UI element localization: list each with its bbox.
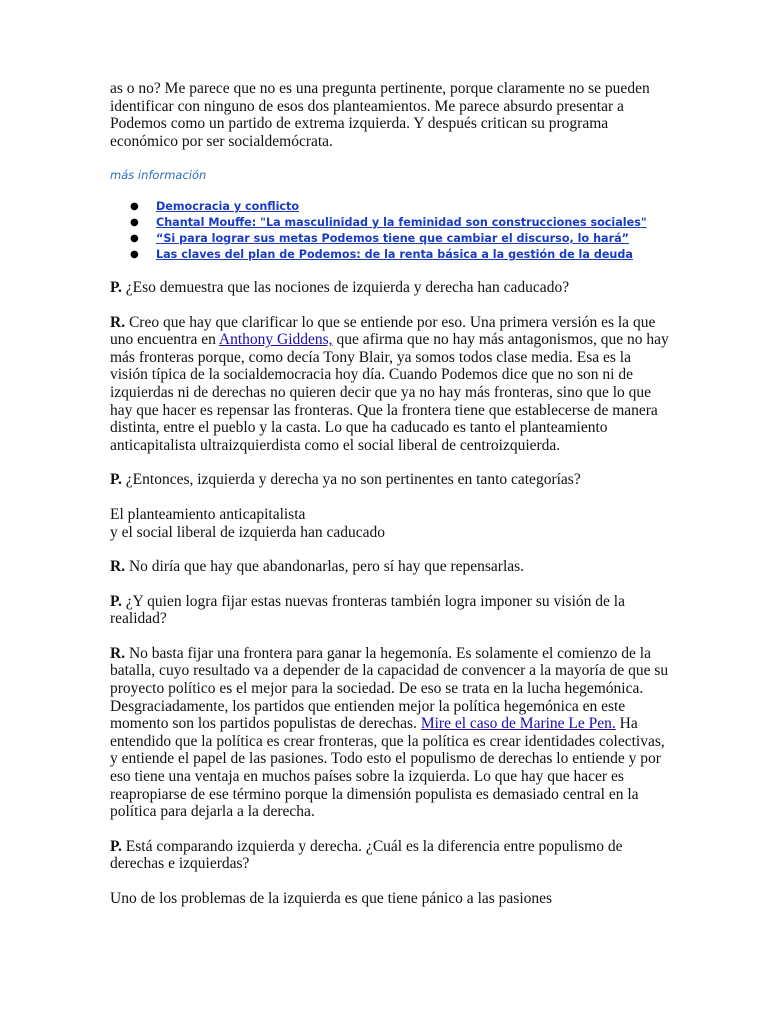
related-link-discurso[interactable]: “Si para lograr sus metas Podemos tiene que cambiar el discurso, lo hará” — [156, 231, 630, 245]
bullet-icon: ● — [130, 248, 139, 260]
answer-1-text-before: Creo que hay que clarificar lo que se entiende por eso. Una primera versión es la que uno encuentra en — [110, 313, 656, 349]
pull-quote-line-2: y el social liberal de izquierda han caducado — [110, 523, 385, 541]
answer-2 — [110, 558, 670, 576]
question-1 — [110, 279, 670, 297]
related-link-plan-podemos[interactable]: Las claves del plan de Podemos: de la renta básica a la gestión de la deuda — [156, 247, 633, 261]
list-item — [110, 231, 670, 247]
question-3-text: ¿Y quien logra fijar estas nuevas fronteras también logra imponer su visión de la realidad? — [110, 592, 625, 628]
related-link-mouffe[interactable]: Chantal Mouffe: "La masculinidad y la feminidad son construcciones sociales" — [156, 215, 647, 229]
intro-paragraph: as o no? Me parece que no es una pregunta pertinente, porque claramente no se pueden identificar con ninguno de esos dos planteamientos. Me parece absurdo presentar a Podemos como un partido de extrema izquierda. Y después critican su programa económico por ser socialdemócrata. — [110, 80, 650, 150]
more-info-heading: más información — [110, 168, 207, 183]
list-item — [110, 247, 670, 263]
question-label: P. — [110, 837, 122, 855]
le-pen-link[interactable]: Mire el caso de Marine Le Pen. — [420, 715, 616, 733]
related-links-list — [110, 199, 670, 263]
answer-1 — [110, 314, 670, 455]
pull-quote-line-1: El planteamiento anticapitalista — [110, 505, 306, 523]
giddens-link[interactable]: Anthony Giddens, — [218, 331, 333, 349]
question-1-text: ¿Eso demuestra que las nociones de izquierda y derecha han caducado? — [121, 278, 570, 296]
answer-3-text-before: No basta fijar una frontera para ganar la hegemonía. Es solamente el comienzo de la batalla, cuyo resultado va a depender de la capacidad de convencer a la mayoría de que su proyecto político es el mejor para la sociedad. De eso se trata en la lucha hegemónica. Desgraciadamente, los partidos que entienden mejor la política hegemónica en este momento son los partidos populistas de derechas. — [110, 644, 669, 733]
list-item — [110, 215, 670, 231]
question-label: P. — [110, 278, 122, 296]
bullet-icon: ● — [130, 232, 139, 244]
answer-label: R. — [110, 313, 126, 331]
question-label: P. — [110, 471, 122, 489]
answer-label: R. — [110, 558, 126, 576]
bullet-icon: ● — [130, 216, 139, 228]
question-4-text: Está comparando izquierda y derecha. ¿Cuál es la diferencia entre populismo de derechas e izquierdas? — [110, 837, 623, 873]
answer-3-text-after: Ha entendido que la política es crear fronteras, que la política es crear identidades colectivas, y entiende el papel de las pasiones. Todo esto el populismo de derechas lo entiende y por eso tiene una ventaja en muchos países sobre la izquierda. Lo que hay que hacer es reapropiarse de ese término porque la dimensión populista es demasiado central en la política para dejarla a la derecha. — [110, 715, 665, 821]
answer-1-text-after: que afirma que no hay más antagonismos, que no hay más fronteras porque, como decía Tony Blair, ya somos todos clase media. Esa es la visión típica de la socialdemocracia hoy día. Cuando Podemos dice que no son ni de izquierdas ni de derechas no quieren decir que ya no hay más fronteras, sino que lo que hay que hacer es repensar las fronteras. Que la frontera tiene que establecerse de manera distinta, entre el pueblo y la casta. Lo que ha caducado es tanto el planteamiento anticapitalista ultraizquierdista como el social liberal de centroizquierda. — [110, 331, 669, 454]
answer-3 — [110, 645, 670, 821]
list-item — [110, 199, 670, 215]
answer-label: R. — [110, 644, 126, 662]
question-3 — [110, 593, 670, 628]
question-4 — [110, 838, 670, 873]
closing-paragraph: Uno de los problemas de la izquierda es que tiene pánico a las pasiones — [110, 890, 553, 907]
answer-2-text: No diría que hay que abandonarlas, pero sí hay que repensarlas. — [125, 558, 525, 576]
article-body — [110, 80, 670, 925]
question-2-text: ¿Entonces, izquierda y derecha ya no son pertinentes en tanto categorías? — [121, 471, 581, 489]
pull-quote — [110, 506, 670, 541]
related-link-democracia[interactable]: Democracia y conflicto — [156, 199, 300, 213]
bullet-icon: ● — [130, 200, 139, 212]
question-label: P. — [110, 592, 122, 610]
question-2 — [110, 471, 670, 489]
